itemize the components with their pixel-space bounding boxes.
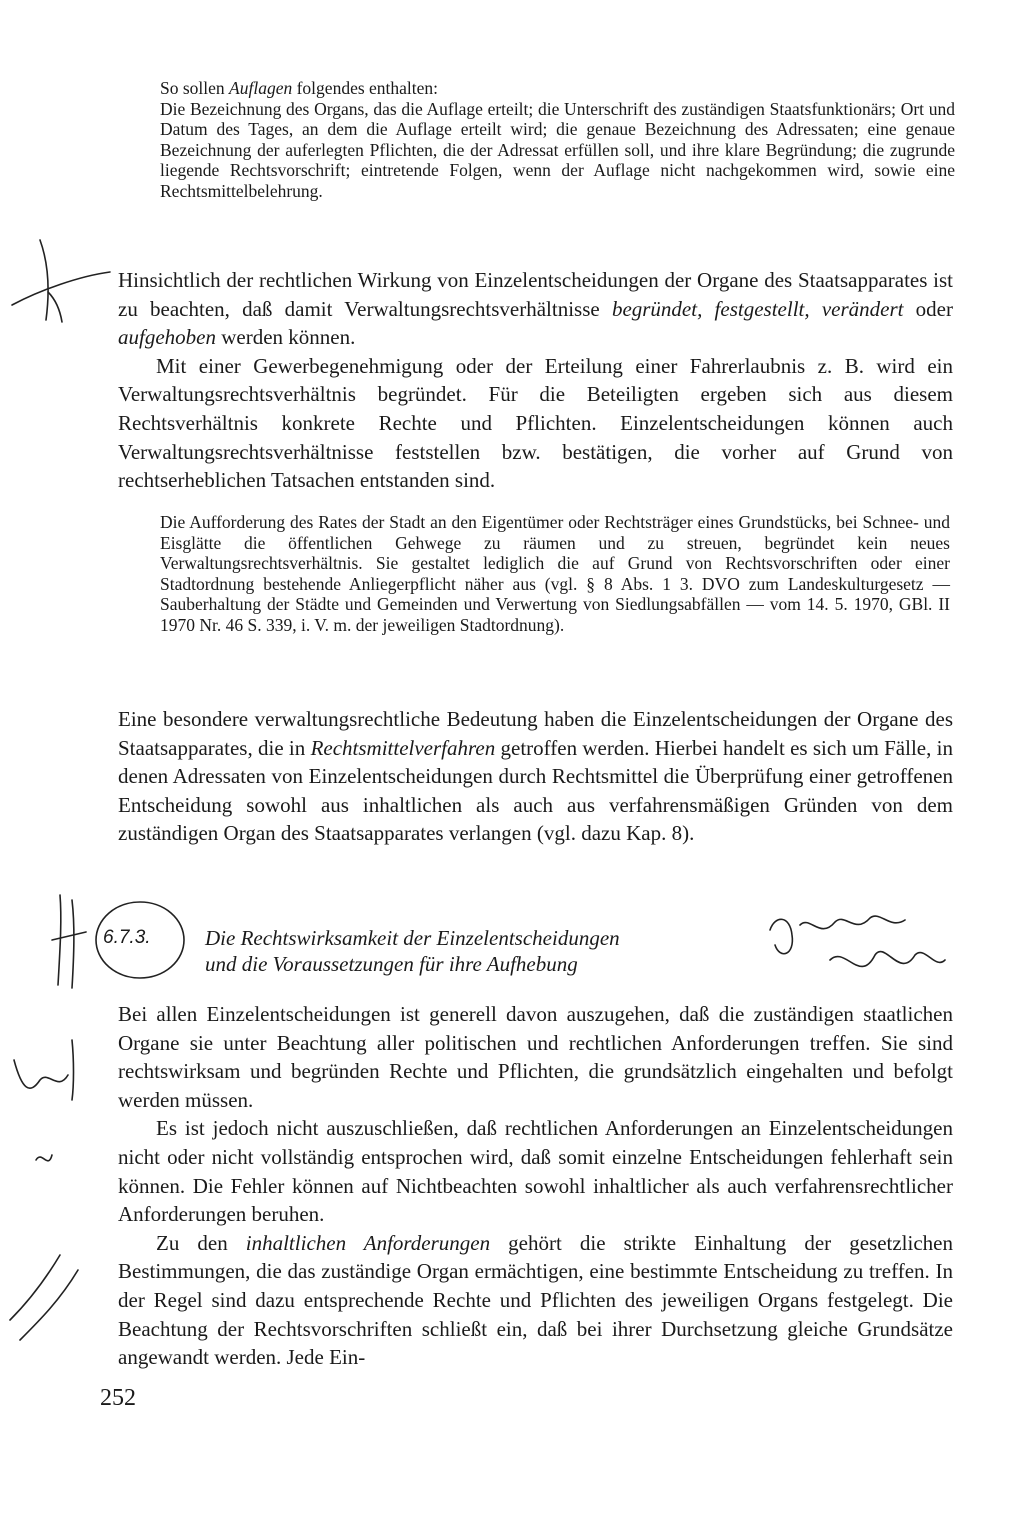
- paragraph-fehler: Es ist jedoch nicht auszuschließen, daß rechtlichen Anforderungen an Einzelentscheidungen nicht oder nicht vollständig entsprochen wird, daß somit einzelne Entscheidungen fehlerhaft sein können. Die Fehler können auf Nichtbeachten sowohl inhaltlicher als auch verfahrensrechtlicher Anforderungen beruhen.: [118, 1116, 953, 1227]
- rechtsmittel-emphasis: Rechtsmittelverfahren: [310, 735, 496, 760]
- wirkung-emphasis-1: begründet, festgestellt, verändert: [611, 296, 904, 321]
- section-circle-mark: [52, 895, 184, 988]
- note-lead-text: So sollen: [160, 78, 230, 98]
- wirkung-emphasis-2: aufgehoben: [118, 325, 216, 350]
- section-title-line-1: Die Rechtswirksamkeit der Einzelentscheidungen: [205, 926, 620, 950]
- example-text: Die Aufforderung des Rates der Stadt an den Eigentümer oder Rechtsträger eines Grundstücks, bei Schnee- und Eisglätte die öffentlichen Gehwege zu räumen und zu streuen, begründet kein neues Verwaltungsrechtsverhältnis. Sie gestaltet lediglich die auf Grund von Rechtsvorschriften oder einer Stadtordnung bestehende Anliegerpflicht näher aus (vgl. § 8 Abs. 1 3. DVO zum Landeskulturgesetz — Sauberhaltung der Städte und Gemeinden und Verwertung von Siedlungsabfällen — vom 14. 5. 1970, GBl. II 1970 Nr. 46 S. 339, i. V. m. der jeweiligen Stadtordnung).: [160, 512, 950, 635]
- wirkung-part-c: werden können.: [215, 325, 356, 350]
- wirkung-part-b: oder: [903, 296, 953, 321]
- section-title-line-2: und die Voraussetzungen für ihre Aufhebung: [205, 952, 578, 976]
- rechtsmittel-part-a: Eine besondere verwaltungsrechtliche Bedeutung haben die Einzelentscheidungen der Organe des Staatsapparates, die in: [118, 707, 953, 760]
- inhalt-part-b: gehört die strikte Einhaltung der gesetzlichen Bestimmungen, die das zuständige Organ ermächtigen, eine bestimmte Entscheidung zu treffen. In der Regel sind dazu entsprechende Rechte und Pflichten des jeweiligen Organs festgelegt. Die Beachtung der Rechtsvorschriften schließt ein, daß bei ihrer Durchsetzung gleiche Grundsätze angewandt werden. Jede Ein-: [118, 1230, 953, 1370]
- rechtsmittel-part-b: getroffen werden. Hierbei handelt es sich um Fälle, in denen Adressaten von Einzelentscheidungen durch Rechtsmittel die Überprüfung einer getroffenen Entscheidung sowohl aus inhaltlichen als auch aus verfahrensmäßigen Gründen von dem zuständigen Organ des Staatsapparates verlangen (vgl. dazu Kap. 8).: [118, 735, 953, 846]
- margin-mark-lower: [10, 1040, 78, 1340]
- heading-signature-scribble: [770, 916, 945, 966]
- wirkung-part-a: Hinsichtlich der rechtlichen Wirkung von Einzelentscheidungen der Organe des Staatsapparates ist zu beachten, daß damit Verwaltungsrechtsverhältnisse: [118, 268, 953, 321]
- section-number: 6.7.3.: [103, 927, 151, 948]
- inhalt-part-a: Zu den: [156, 1230, 246, 1255]
- page-number: 252: [100, 1385, 136, 1411]
- paragraph-generell: Bei allen Einzelentscheidungen ist generell davon auszugehen, daß die zuständigen staatlichen Organe sie unter Beachtung aller politischen und rechtlichen Anforderungen treffen. Sie sind rechtswirksam und begründen Rechte und Pflichten, die grundsätzlich eingehalten und befolgt werden müssen.: [118, 1002, 953, 1112]
- inhalt-emphasis: inhaltlichen Anforderungen: [245, 1230, 491, 1255]
- margin-mark-upper: [12, 240, 110, 322]
- note-body: Die Bezeichnung des Organs, das die Auflage erteilt; die Unterschrift des zuständigen Staatsfunktionärs; Ort und Datum des Tages, an dem die Auflage erteilt wird; die genaue Bezeichnung des Adressaten; eine genaue Bezeichnung der auferlegten Pflichten, die der Adressat erfüllen soll, und ihre klare Begründung; die zugrunde liegende Rechtsvorschrift; eintretende Folgen, wenn der Auflage nicht nachgekommen wird, sowie eine Rechtsmittelbelehrung.: [160, 98, 955, 201]
- note-lead-tail: folgendes enthalten:: [292, 78, 439, 98]
- paragraph-gewerbe: Mit einer Gewerbegenehmigung oder der Erteilung einer Fahrerlaubnis z. B. wird ein Verwaltungsrechtsverhältnis begründet. Für die Beteiligten ergeben sich aus diesem Rechtsverhältnis konkrete Rechte und Pflichten. Einzelentscheidungen können auch Verwaltungsrechtsverhältnisse feststellen bzw. bestätigen, die vorher auf Grund von rechtserheblichen Tatsachen entstanden sind.: [118, 353, 953, 493]
- note-lead-emphasis: Auflagen: [229, 78, 293, 98]
